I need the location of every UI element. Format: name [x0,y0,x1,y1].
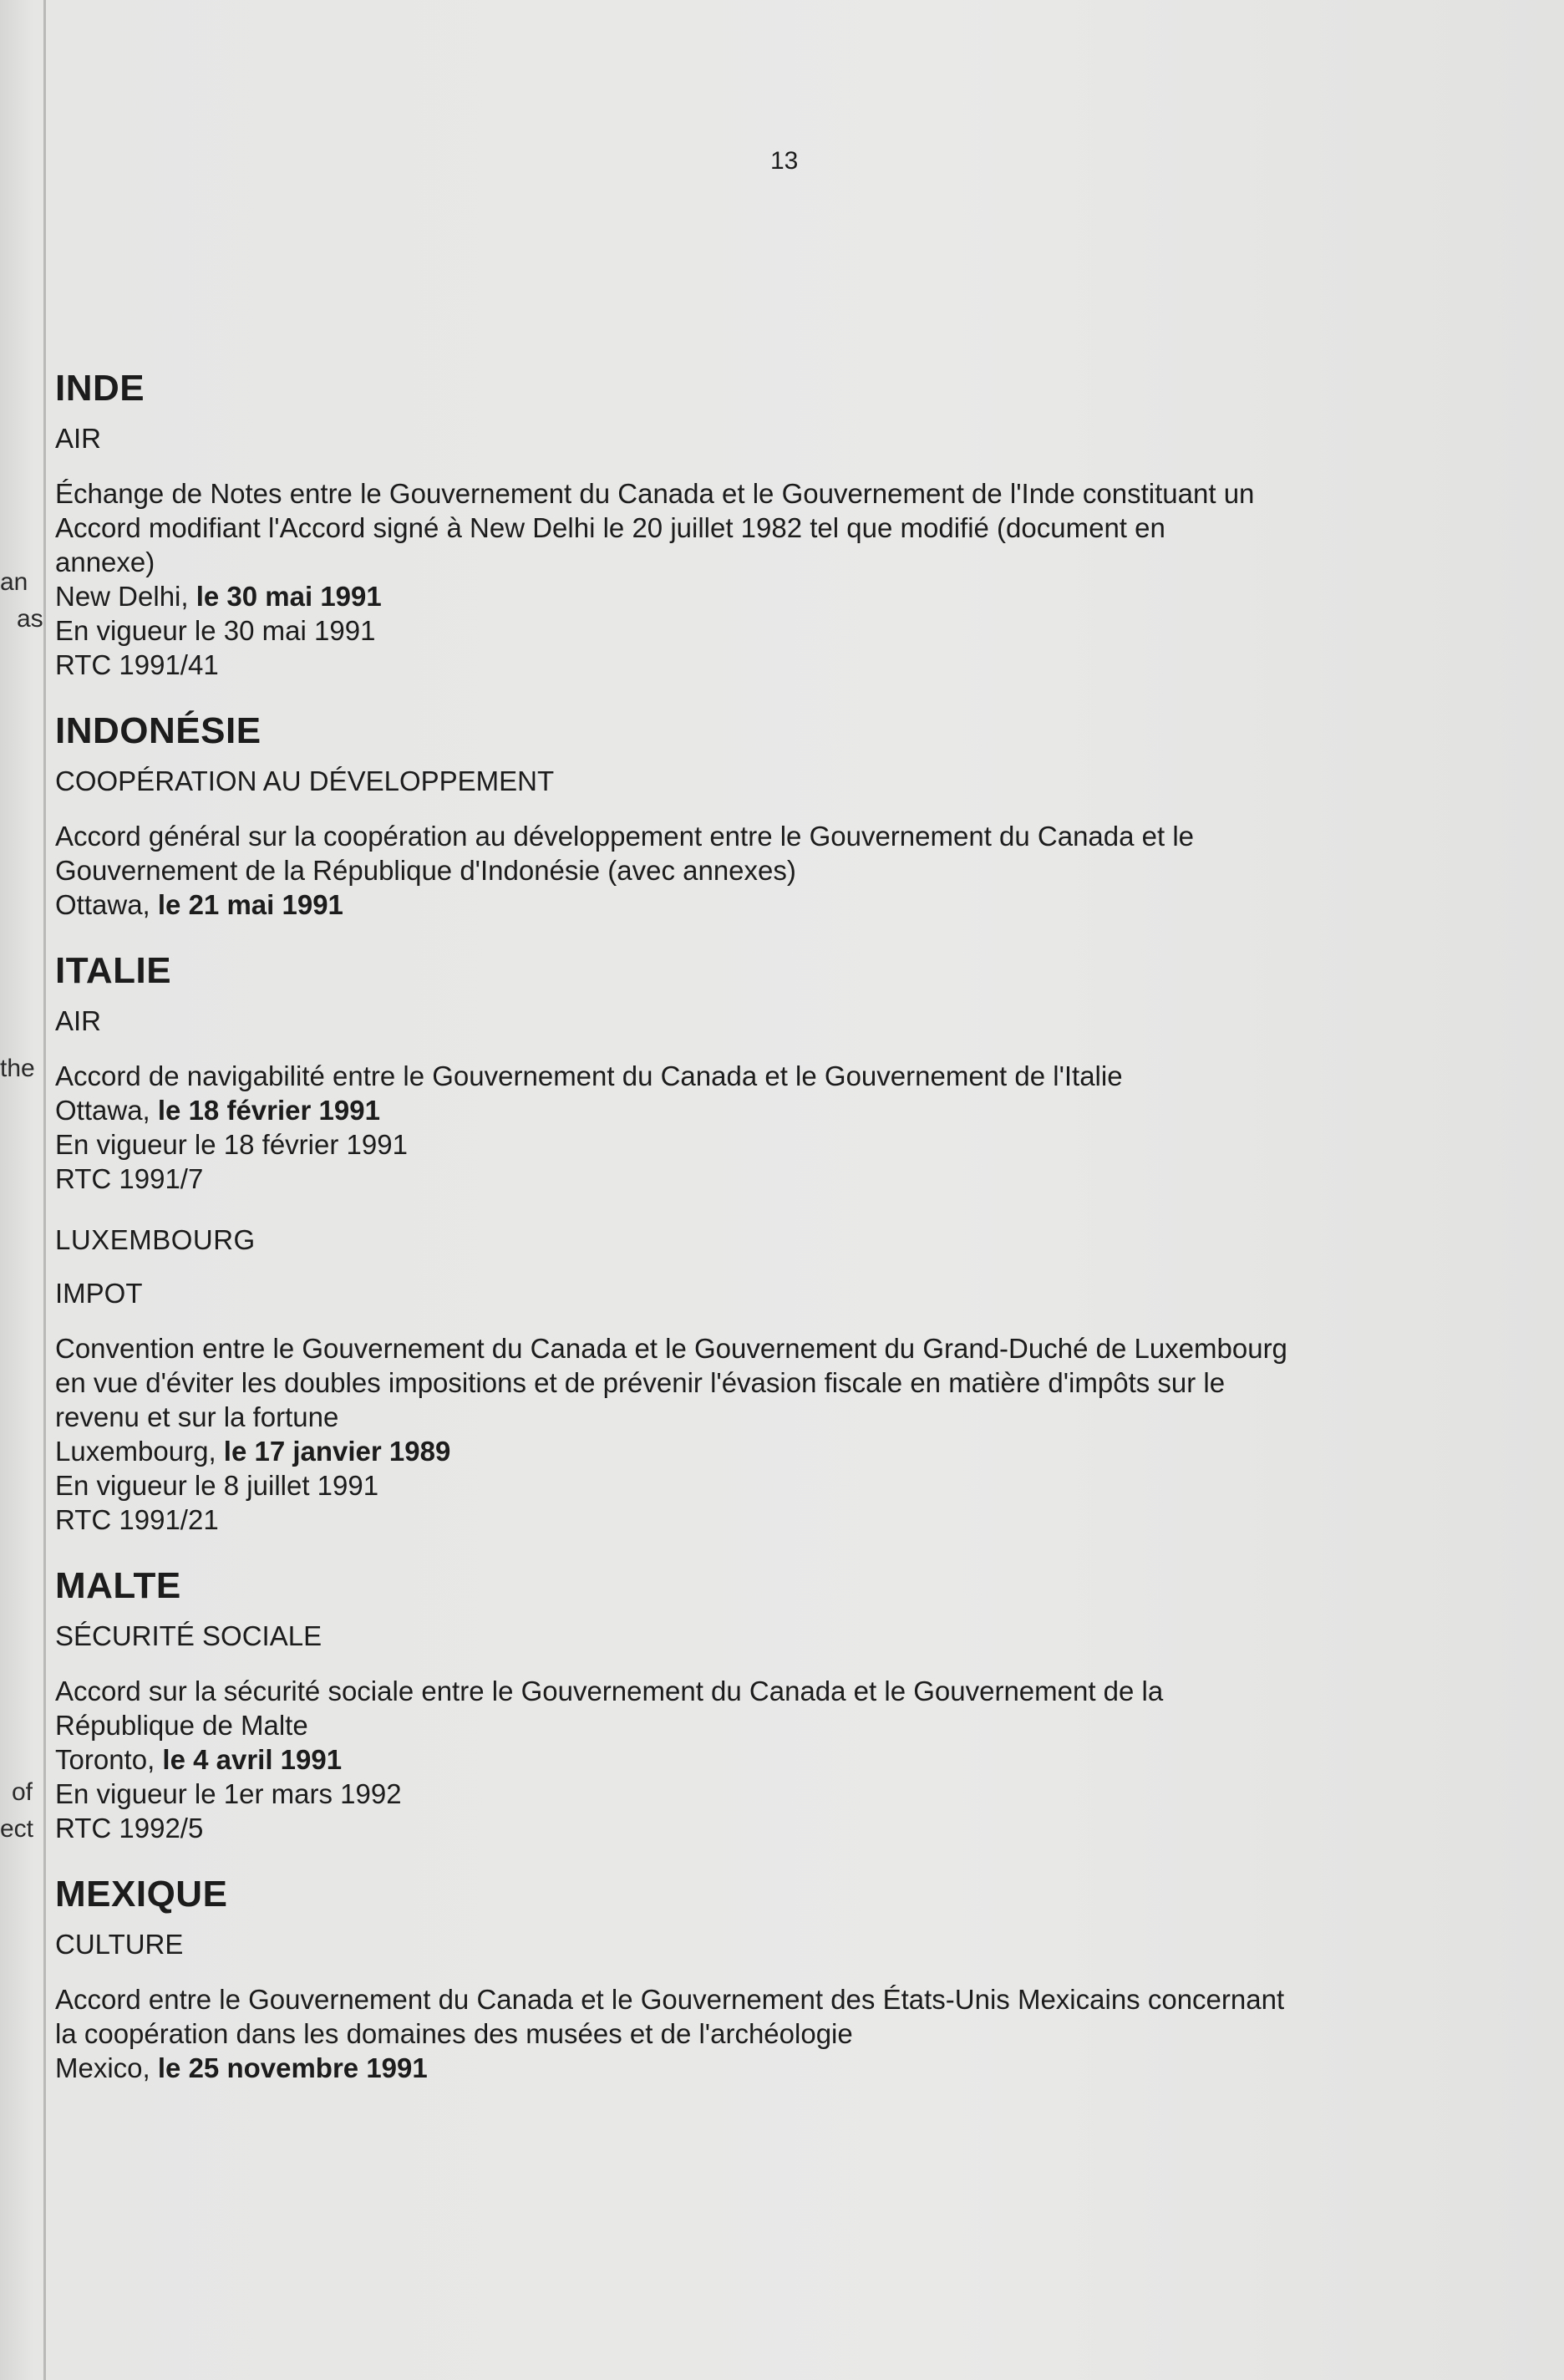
treaty-title-line: annexe) [55,547,155,577]
in-force-date: En vigueur le 8 juillet 1991 [55,1470,379,1501]
bleed-text: ect [0,1815,34,1843]
treaty-title-line: Accord sur la sécurité sociale entre le Gouvernement du Canada et le Gouvernement de la [55,1676,1164,1706]
page-number: 13 [770,147,799,175]
signature-place-date [55,1742,1526,1777]
signature-date: le 4 avril 1991 [162,1744,343,1775]
in-force-date: En vigueur le 30 mai 1991 [55,615,376,646]
treaty-title-line: Accord modifiant l'Accord signé à New Delhi le 20 juillet 1982 tel que modifié (document en [55,512,1165,543]
treaty-series-reference: RTC 1992/5 [55,1813,204,1843]
treaty-title-line: Convention entre le Gouvernement du Canada et le Gouvernement du Grand-Duché de Luxembourg [55,1333,1287,1364]
treaty-title-line: revenu et sur la fortune [55,1401,339,1432]
treaty-entry [55,1674,1526,1845]
signature-place: Luxembourg, [55,1436,216,1467]
country-heading: MEXIQUE [55,1874,228,1915]
bleed-text: of [12,1778,33,1806]
bleed-text: as [17,605,43,633]
treaty-entry [55,1059,1526,1196]
country-section [55,1224,1526,1537]
treaty-title-line: la coopération dans les domaines des musées et de l'archéologie [55,2018,853,2049]
category-heading: SÉCURITÉ SOCIALE [55,1620,322,1651]
category-heading: CULTURE [55,1929,184,1960]
treaty-series-reference: RTC 1991/21 [55,1504,219,1535]
treaty-title-line: République de Malte [55,1710,308,1741]
signature-place-date [55,1093,1526,1127]
treaty-title-line: Gouvernement de la République d'Indonésie (avec annexes) [55,855,796,886]
treaty-list [55,368,1526,2113]
signature-place-date [55,2051,1526,2085]
signature-place: Mexico, [55,2052,150,2083]
bleed-text: an [0,568,28,596]
signature-place-date [55,1434,1526,1468]
signature-date: le 25 novembre 1991 [157,2052,428,2083]
treaty-title-line: Accord entre le Gouvernement du Canada et le Gouvernement des États-Unis Mexicains concernant [55,1984,1285,2015]
signature-date: le 18 février 1991 [157,1095,380,1126]
treaty-entry [55,476,1526,682]
treaty-entry [55,1331,1526,1537]
country-heading: MALTE [55,1565,181,1606]
treaty-series-reference: RTC 1991/7 [55,1163,204,1194]
country-section [55,1874,1526,2085]
country-section [55,950,1526,1196]
treaty-title-line: Accord général sur la coopération au développement entre le Gouvernement du Canada et le [55,821,1195,852]
in-force-date: En vigueur le 1er mars 1992 [55,1778,402,1809]
signature-date: le 21 mai 1991 [157,889,343,920]
signature-place-date [55,579,1526,613]
bleed-text: the [0,1055,35,1082]
signature-place: New Delhi, [55,581,189,612]
category-heading: IMPOT [55,1278,143,1309]
treaty-title-line: Accord de navigabilité entre le Gouvernement du Canada et le Gouvernement de l'Italie [55,1060,1123,1091]
signature-date: le 30 mai 1991 [196,581,382,612]
country-section [55,710,1526,922]
signature-place: Ottawa, [55,1095,150,1126]
treaty-title-line: Échange de Notes entre le Gouvernement du Canada et le Gouvernement de l'Inde constituant un [55,478,1255,509]
treaty-series-reference: RTC 1991/41 [55,649,219,680]
page-edge [43,0,46,2380]
signature-place: Toronto, [55,1744,155,1775]
in-force-date: En vigueur le 18 février 1991 [55,1129,408,1160]
country-heading: LUXEMBOURG [55,1224,256,1255]
category-heading: AIR [55,1005,102,1036]
treaty-entry [55,819,1526,922]
category-heading: AIR [55,423,102,454]
signature-place-date [55,887,1526,922]
country-section [55,1565,1526,1845]
treaty-entry [55,1982,1526,2085]
country-section [55,368,1526,682]
category-heading: COOPÉRATION AU DÉVELOPPEMENT [55,765,555,796]
country-heading: ITALIE [55,950,172,991]
country-heading: INDONÉSIE [55,710,262,751]
signature-place: Ottawa, [55,889,150,920]
treaty-title-line: en vue d'éviter les doubles impositions et de prévenir l'évasion fiscale en matière d'impôts sur le [55,1367,1226,1398]
country-heading: INDE [55,368,145,409]
signature-date: le 17 janvier 1989 [223,1436,451,1467]
